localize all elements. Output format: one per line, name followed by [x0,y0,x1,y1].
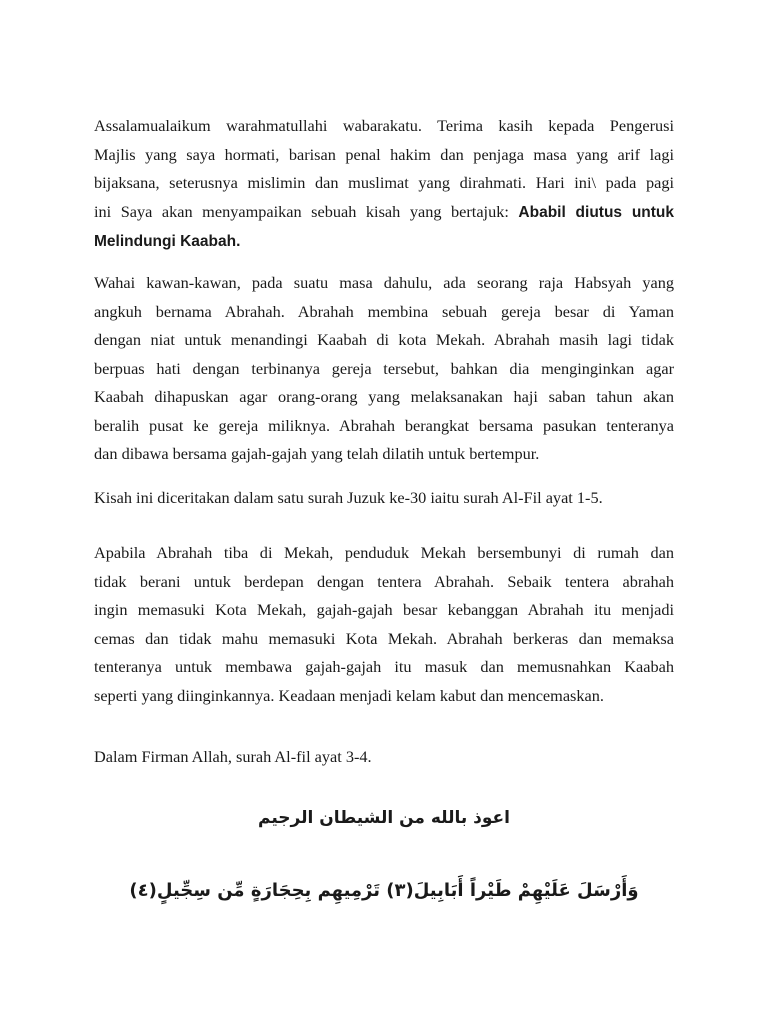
text-line: angkuh bernama Abrahah. Abrahah membina sebuah gereja besar di Yaman [94,301,674,321]
text-line: cemas dan tidak mahu memasuki Kota Mekah. Abrahah berkeras dan memaksa [94,628,674,648]
text-line: Dalam Firman Allah, surah Al-fil ayat 3-4. [94,747,372,766]
arabic-verse: وَأَرْسَلَ عَلَيْهِمْ طَيْراً أَبَابِيلَ(٣) تَرْمِيهِم بِحِجَارَةٍ مِّن سِجِّيلٍ(٤) [129,880,639,901]
paragraph-abrahah-arrives [94,539,674,710]
text-line: Apabila Abrahah tiba di Mekah, penduduk Mekah bersembunyi di rumah dan [94,543,674,562]
text-line: bijaksana, seterusnya mislimin dan muslimat yang dirahmati. Hari ini\ pada pagi [94,173,674,192]
text-line [94,227,674,257]
text-line: beralih pusat ke gereja miliknya. Abrahah berangkat bersama pasukan tenteranya [94,415,674,435]
story-title-continued: Melindungi Kaabah. [94,233,241,250]
arabic-taawudz: اعوذ بالله من الشيطان الرجيم [258,808,510,828]
text-line: tenteranya untuk membawa gajah-gajah itu masuk dan memusnahkan Kaabah [94,657,674,676]
text-line: seperti yang diinginkannya. Keadaan menjadi kelam kabut dan mencemaskan. [94,685,604,705]
text-line: ingin memasuki Kota Mekah, gajah-gajah besar kebanggan Abrahah itu menjadi [94,600,674,619]
text-line: Kaabah dihapuskan agar orang-orang yang melaksanakan haji saban tahun akan [94,387,674,406]
text-line: dan dibawa bersama gajah-gajah yang telah dilatih untuk bertempur. [94,444,540,463]
text-line: Wahai kawan-kawan, pada suatu masa dahulu, ada seorang raja Habsyah yang [94,273,674,292]
text-line: dengan niat untuk menandingi Kaabah di kota Mekah. Abrahah masih lagi tidak [94,330,674,349]
text-line: tidak berani untuk berdepan dengan tentera Abrahah. Sebaik tentera abrahah [94,571,674,591]
text-line: Kisah ini diceritakan dalam satu surah Juzuk ke-30 iaitu surah Al-Fil ayat 1-5. [94,488,603,507]
story-title: Ababil diutus untuk [518,203,675,221]
text-line: Assalamualaikum warahmatullahi wabarakatu. Terima kasih kepada Pengerusi [94,116,674,135]
text-line: Majlis yang saya hormati, barisan penal hakim dan penjaga masa yang arif lagi [94,144,674,164]
paragraph-surah-reference [94,484,674,513]
paragraph-greeting [94,112,674,257]
paragraph-firman-allah [94,743,674,772]
paragraph-story-intro [94,269,674,469]
text-line [94,198,674,228]
text-line: berpuas hati dengan terbinanya gereja tersebut, bahkan dia menginginkan agar [94,358,674,378]
text-segment: ini Saya akan menyampaikan sebuah kisah yang bertajuk: [94,201,519,221]
